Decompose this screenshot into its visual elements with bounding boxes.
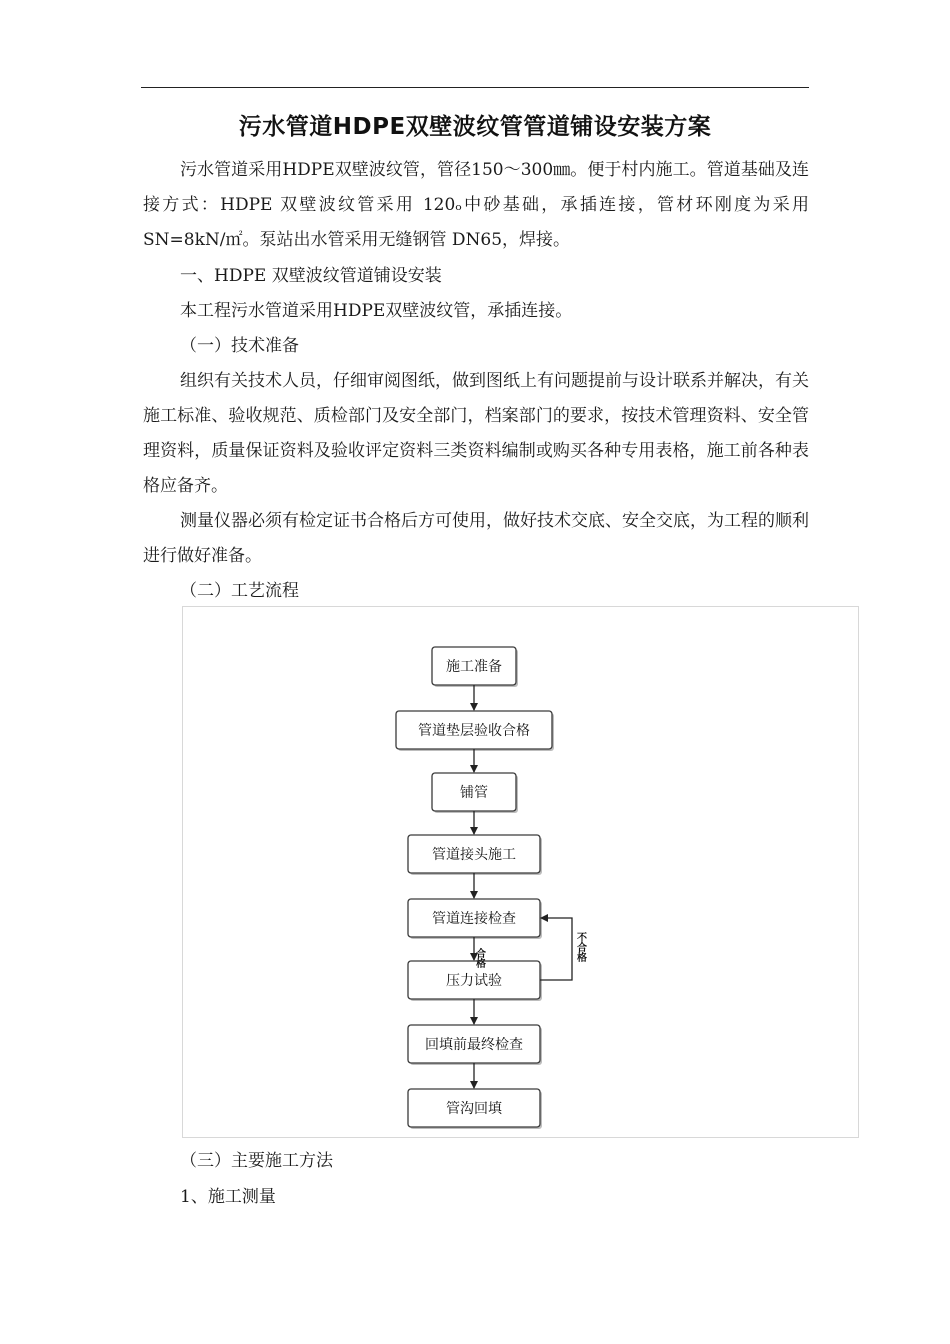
step-pipe-laying-box bbox=[432, 773, 518, 813]
survey-instrument-paragraph: 测量仪器必须有检定证书合格后方可使用，做好技术交底、安全交底，为工程的顺利进行做好准备。 bbox=[143, 511, 809, 566]
step-joint-construction-label: 管道接头施工 bbox=[432, 847, 516, 863]
header-rule bbox=[141, 87, 809, 88]
step-bedding-acceptance-box bbox=[396, 711, 554, 751]
pass-label: 合格 bbox=[473, 948, 485, 968]
step-connection-check-box bbox=[408, 899, 542, 939]
section-1-heading: 一、HDPE 双壁波纹管道铺设安装 bbox=[180, 266, 442, 286]
subsection-3-heading: （三）主要施工方法 bbox=[180, 1151, 333, 1171]
step-trench-backfill-label: 管沟回填 bbox=[446, 1101, 502, 1117]
flowchart-canvas bbox=[183, 607, 860, 1139]
step-trench-backfill-box bbox=[408, 1089, 542, 1129]
intro-paragraph: 污水管道采用HDPE双壁波纹管，管径150～300㎜。便于村内施工。管道基础及连接方式：HDPE 双壁波纹管采用 120ₒ中砂基础，承插连接，管材环刚度为采用SN=8kN/㎡。泵站出水管采用无缝钢管 DN65，焊接。 bbox=[143, 160, 809, 250]
process-flowchart bbox=[182, 606, 859, 1138]
fail-loop-arrow bbox=[540, 918, 572, 980]
page-title: 污水管道HDPE双壁波纹管管道铺设安装方案 bbox=[238, 114, 712, 140]
step-joint-construction-box bbox=[408, 835, 542, 875]
step-final-inspection-box bbox=[408, 1025, 542, 1065]
fail-label: 不合格 bbox=[574, 932, 586, 962]
item-1-heading: 1、施工测量 bbox=[180, 1187, 276, 1207]
section-1-body: 本工程污水管道采用HDPE双壁波纹管，承插连接。 bbox=[180, 301, 573, 321]
step-connection-check-label: 管道连接检查 bbox=[432, 911, 516, 927]
tech-prep-paragraph: 组织有关技术人员，仔细审阅图纸，做到图纸上有问题提前与设计联系并解决，有关施工标准、验收规范、质检部门及安全部门，档案部门的要求，按技术管理资料、安全管理资料，质量保证资料及验收评定资料三类资料编制或购买各种专用表格，施工前各种表格应备齐。 bbox=[143, 371, 809, 496]
step-final-inspection-label: 回填前最终检查 bbox=[425, 1037, 523, 1053]
subsection-1-heading: （一）技术准备 bbox=[180, 336, 299, 356]
step-pressure-test-label: 压力试验 bbox=[446, 973, 502, 989]
step-bedding-acceptance-label: 管道垫层验收合格 bbox=[418, 723, 530, 739]
step-construction-prep-box bbox=[432, 647, 518, 687]
step-construction-prep-label: 施工准备 bbox=[446, 659, 502, 675]
step-pipe-laying-label: 铺管 bbox=[460, 785, 488, 801]
subsection-2-heading: （二）工艺流程 bbox=[180, 581, 299, 601]
